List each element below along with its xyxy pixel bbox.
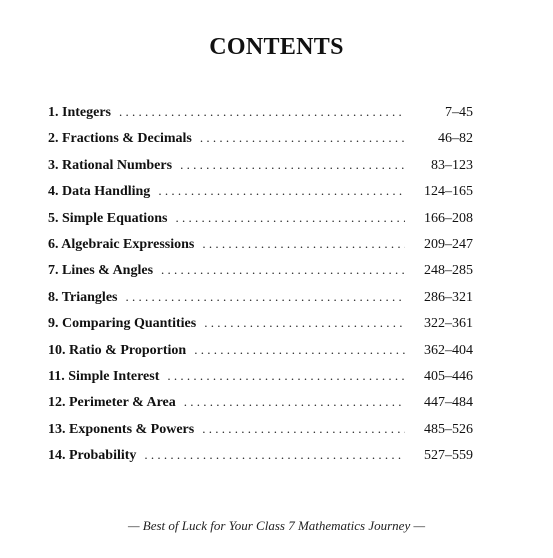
toc-entry-14 — [48, 447, 473, 473]
toc-entry-pages: 286–321 — [424, 289, 473, 305]
dot-leader — [119, 104, 405, 120]
toc-entry-pages: 447–484 — [424, 395, 473, 411]
toc-entry-label: 6. Algebraic Expressions — [48, 236, 195, 252]
page-title: CONTENTS — [209, 34, 344, 60]
toc-entry-label: 7. Lines & Angles — [48, 263, 154, 279]
toc-entry-pages: 248–285 — [424, 263, 473, 279]
toc-entry-4 — [48, 183, 473, 209]
toc-entry-label: 14. Probability — [48, 448, 137, 464]
toc-entry-label: 10. Ratio & Proportion — [48, 342, 187, 358]
toc-entry-pages: 362–404 — [424, 342, 473, 358]
dot-leader — [202, 421, 405, 437]
dot-leader — [180, 157, 405, 173]
dot-leader — [204, 315, 405, 331]
toc-entry-label: 9. Comparing Quantities — [48, 316, 197, 332]
toc-entry-label: 5. Simple Equations — [48, 210, 168, 226]
dot-leader — [158, 183, 405, 199]
dot-leader — [200, 130, 405, 146]
toc-entry-label: 13. Exponents & Powers — [48, 421, 195, 437]
toc-entry-pages: 527–559 — [424, 448, 473, 464]
toc-entry-pages: 209–247 — [424, 236, 473, 252]
toc-entry-2 — [48, 130, 473, 156]
dot-leader — [202, 236, 405, 252]
toc-entry-7 — [48, 262, 473, 288]
dot-leader — [175, 210, 405, 226]
toc-entry-label: 11. Simple Interest — [48, 368, 160, 384]
toc-entry-pages: 46–82 — [438, 131, 473, 147]
toc-entry-label: 1. Integers — [48, 105, 111, 120]
toc-entry-label: 3. Rational Numbers — [48, 157, 173, 173]
toc-entry-label: 2. Fractions & Decimals — [48, 131, 192, 147]
table-of-contents — [48, 104, 473, 473]
toc-entry-6 — [48, 236, 473, 262]
toc-entry-9 — [48, 315, 473, 341]
toc-entry-10 — [48, 342, 473, 368]
toc-entry-label: 12. Perimeter & Area — [48, 395, 176, 411]
dot-leader — [167, 368, 405, 384]
footer-message: — Best of Luck for Your Class 7 Mathematics Journey — — [127, 518, 426, 533]
toc-entry-pages: 7–45 — [445, 105, 473, 120]
dot-leader — [184, 394, 405, 410]
toc-entry-pages: 485–526 — [424, 421, 473, 437]
dot-leader — [194, 342, 405, 358]
toc-entry-3 — [48, 157, 473, 183]
toc-entry-5 — [48, 210, 473, 236]
dot-leader — [144, 447, 405, 463]
toc-entry-13 — [48, 421, 473, 447]
toc-entry-label: 4. Data Handling — [48, 184, 151, 200]
toc-entry-pages: 124–165 — [424, 184, 473, 200]
toc-entry-pages: 322–361 — [424, 316, 473, 332]
toc-entry-11 — [48, 368, 473, 394]
dot-leader — [126, 289, 406, 305]
toc-entry-pages: 83–123 — [431, 157, 473, 173]
toc-entry-pages: 405–446 — [424, 368, 473, 384]
dot-leader — [161, 262, 405, 278]
toc-entry-1 — [48, 104, 473, 130]
toc-entry-label: 8. Triangles — [48, 289, 118, 305]
toc-entry-8 — [48, 289, 473, 315]
toc-entry-pages: 166–208 — [424, 210, 473, 226]
toc-entry-12 — [48, 394, 473, 420]
